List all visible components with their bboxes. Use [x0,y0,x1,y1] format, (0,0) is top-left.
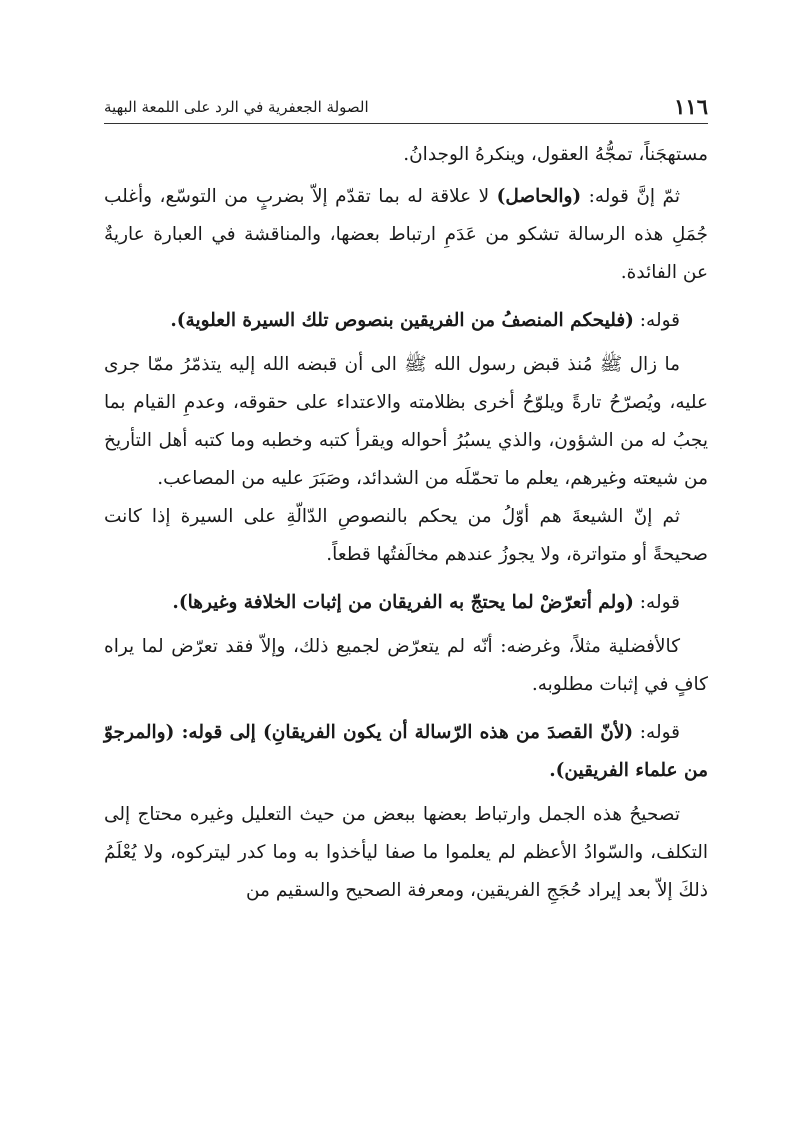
paragraph-4-text: ثم إنّ الشيعةَ هم أوّلُ من يحكم بالنصوصِ الدّالّةِ على السيرة إذا كانت صحيحةً أو متواترة، ولا يجوزُ عندهم مخالَفتُها قطعاً. [104,506,708,565]
quote-1-text: (فليحكم المنصفُ من الفريقين بنصوص تلك السيرة العلوية). [170,310,634,331]
quote-1 [104,302,708,340]
paragraph-6 [104,796,708,910]
body-text [104,136,708,910]
quote-2-text: (ولم أتعرّضْ لما يحتجّ به الفريقان من إثبات الخلافة وغيرها). [172,592,634,613]
paragraph-2-bold-term: (والحاصل) [496,186,582,207]
quote-3 [104,714,708,790]
page-header [104,88,708,124]
paragraph-2-lead: ثمّ إنَّ قوله: [581,186,680,207]
paragraph-2 [104,178,708,292]
header-divider [104,123,708,124]
paragraph-1 [104,136,708,174]
running-title: الصولة الجعفرية في الرد على اللمعة البهية [104,98,369,116]
quote-1-lead: قوله: [633,310,680,331]
paragraph-6-text: تصحيحُ هذه الجمل وارتباط بعضها ببعض من حيث التعليل وغيره محتاج إلى التكلف، والسّوادُ الأعظم لم يعلموا ما صفا ليأخذوا به وما كدر ليتركوه، ولا يُعْلَمُ ذلكَ إلاّ بعد إيراد حُجَجِ الفريقين، ومعرفة الصحيح والسقيم من [104,804,708,901]
quote-3-text: (لأنّ القصدَ من هذه الرّسالة أن يكون الفريقانِ) إلى قوله: (والمرجوّ من علماء الفريقين). [104,722,708,781]
paragraph-5 [104,628,708,704]
paragraph-1-text: مستهجَناً، تمجُّهُ العقول، وينكرهُ الوجدانُ. [403,144,708,165]
paragraph-5-text: كالأفضلية مثلاً، وغرضه: أنّه لم يتعرّض لجميع ذلك، وإلاّ فقد تعرّض لما يراه كافٍ في إثبات مطلوبه. [104,636,708,695]
quote-3-lead: قوله: [633,722,680,743]
paragraph-3 [104,346,708,498]
paragraph-4 [104,498,708,574]
paragraph-2-rest: لا علاقة له بما تقدّم إلاّ بضربٍ من التوسّع، وأغلب جُمَلِ هذه الرسالة تشكو من عَدَمِ ارتباط بعضها، والمناقشة في العبارة عاريةٌ عن الفائدة. [104,186,708,283]
paragraph-3-text: ما زال ﷺ مُنذ قبض رسول الله ﷺ الى أن قبضه الله إليه يتذمّرُ ممّا جرى عليه، ويُصرّحُ تارةً ويلوّحُ أخرى بظلامته والاعتداء على حقوقه، وعدمِ القيام بما يجبُ له من الشؤون، والذي يسبُرُ أحواله ويقرأ كتبه وخطبه وما كتبه أهل التأريخ من شيعته وغيرهم، يعلم ما تحمّلَه من الشدائد، وصَبَرَ عليه من المصاعب. [104,354,708,489]
quote-2 [104,584,708,622]
quote-2-lead: قوله: [633,592,680,613]
page-number: ١١٦ [674,94,708,119]
